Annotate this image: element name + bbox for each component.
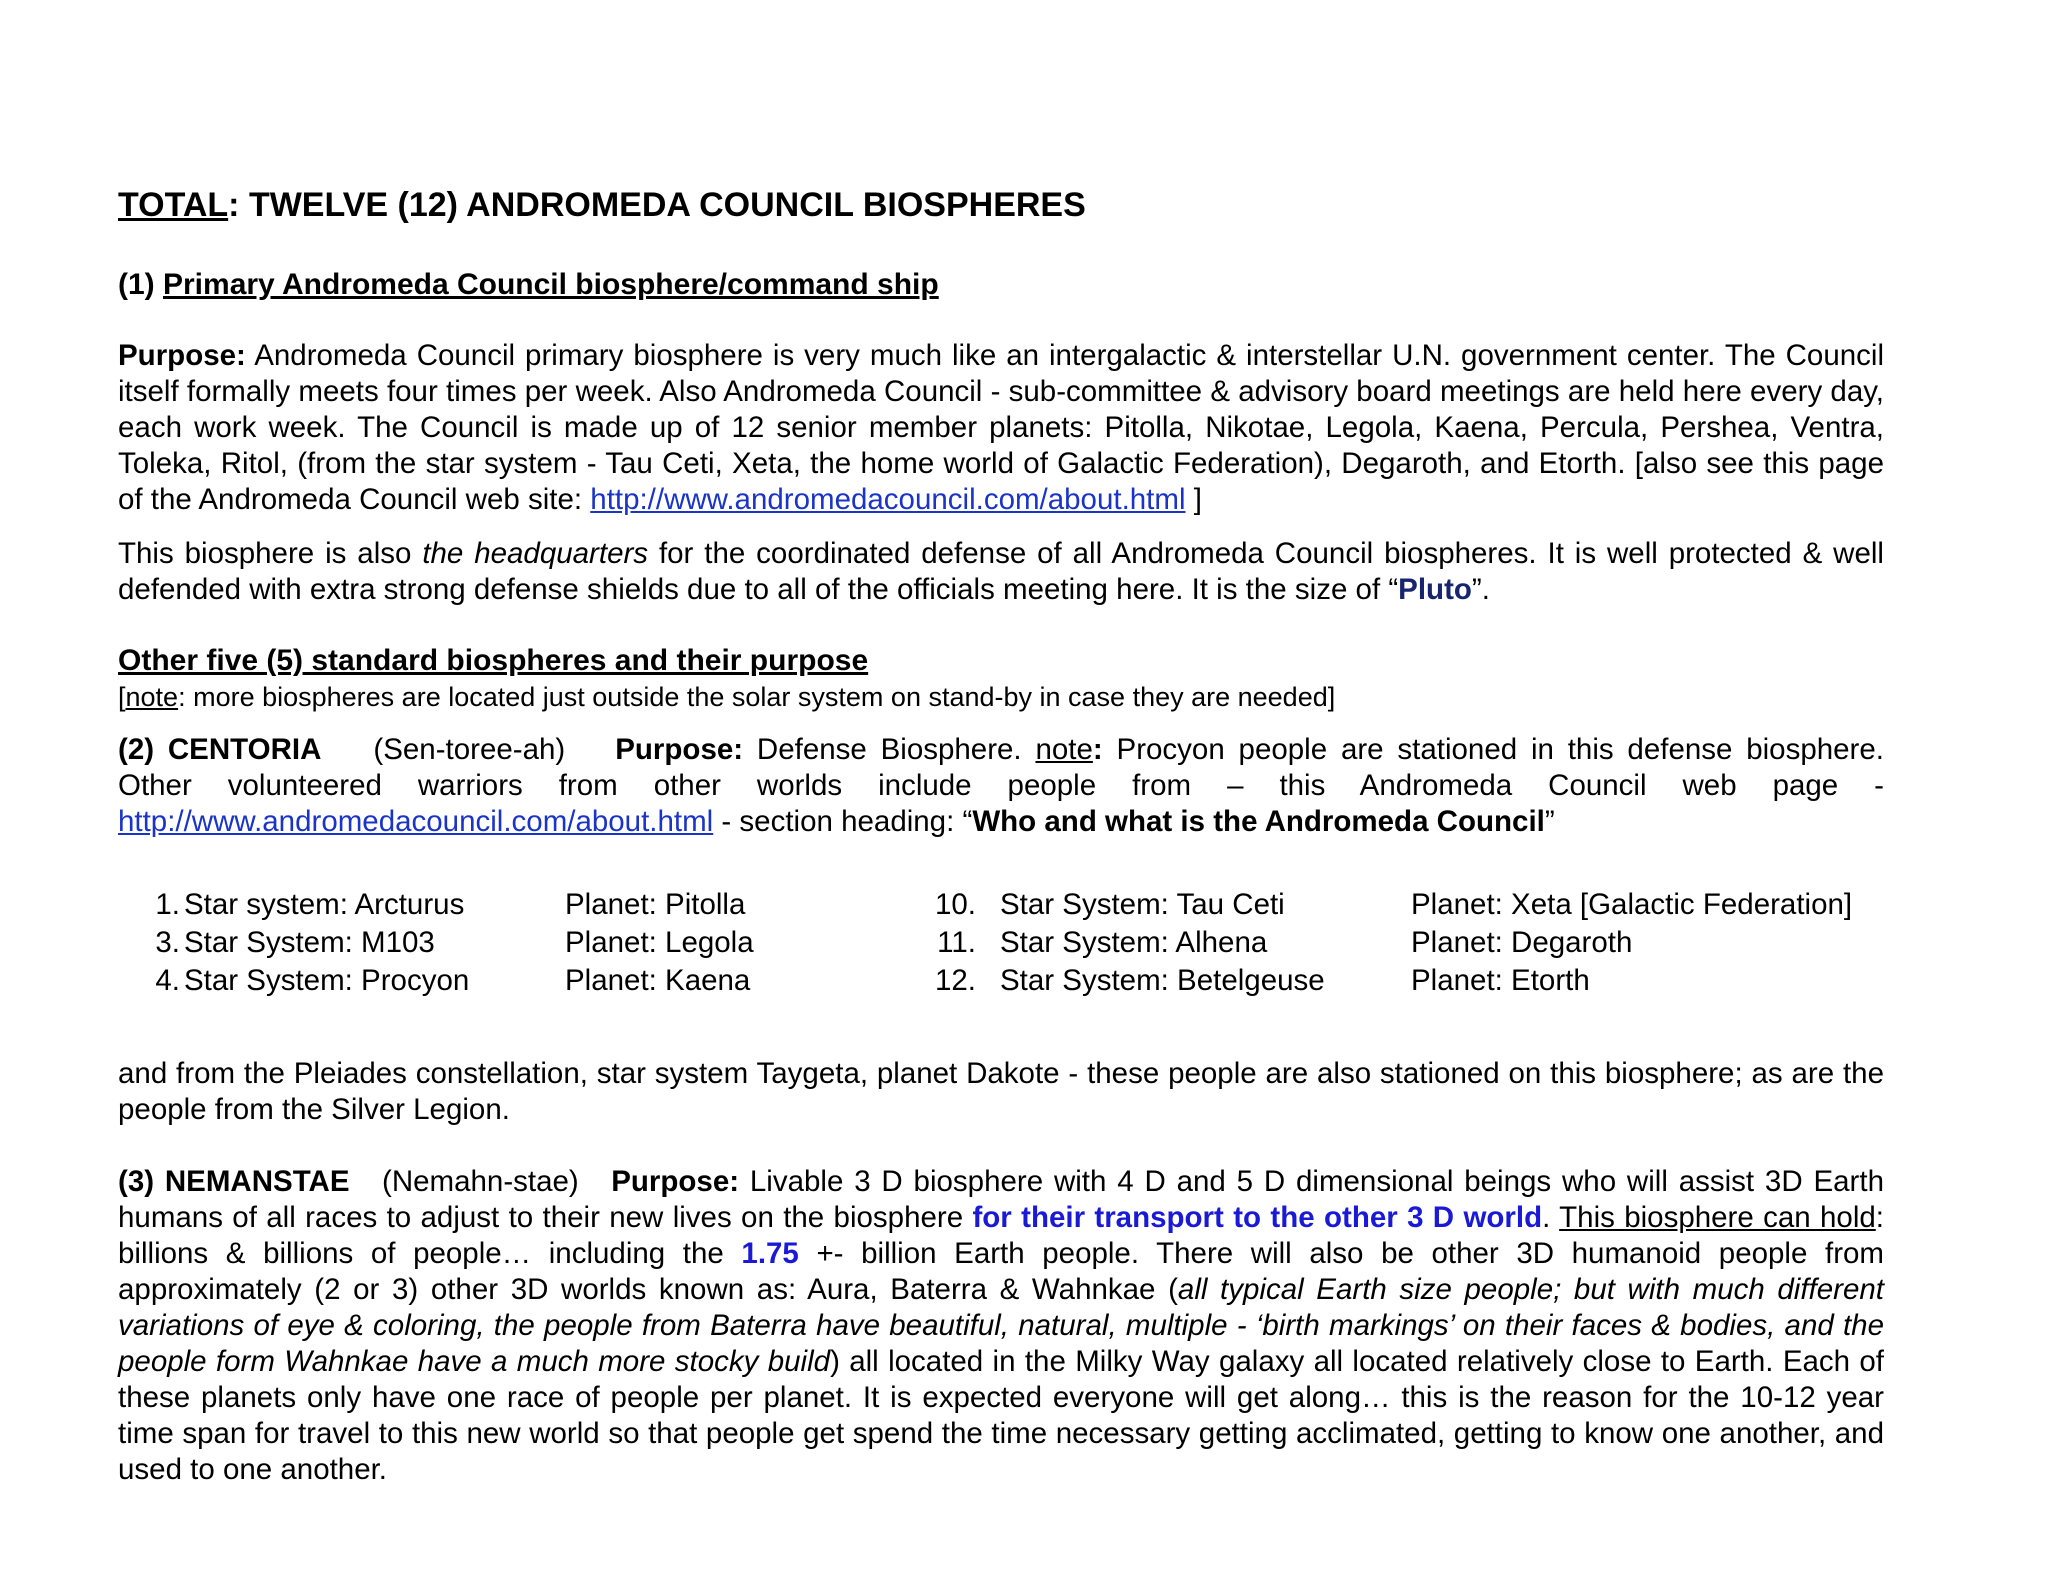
nemanstae-name: (3) NEMANSTAE bbox=[118, 1165, 350, 1198]
list-number: 10. bbox=[934, 888, 976, 921]
purpose-text: Andromeda Council primary biosphere is very much like an intergalactic & interstellar U.N. government center. The Council itself formally meets four times per week. Also Andromeda Council - sub-committee & advisory board meetings are held here every day, each work week. The Council is made up of 12 senior member planets: Pitolla, Nikotae, Legola, Kaena, Percula, Pershea, Ventra, Toleka, Ritol, (from the star system - Tau Ceti, Xeta, the home world of Galactic Federation), Degaroth, and Etorth. [also see this page of the Andromeda Council web site: bbox=[118, 339, 1884, 516]
section-1-title: Primary Andromeda Council biosphere/command ship bbox=[163, 268, 939, 301]
note-bracket: [ bbox=[118, 682, 126, 712]
nemanstae-text-3: : billions & billions of people… including the bbox=[118, 1201, 1884, 1270]
planet: Planet: Degaroth bbox=[1411, 926, 1633, 959]
centoria-about-link[interactable]: http://www.andromedacouncil.com/about.html bbox=[118, 805, 714, 838]
headquarters-paragraph bbox=[118, 536, 1884, 608]
list-number: 4. bbox=[155, 964, 180, 997]
centoria-paragraph bbox=[118, 732, 1884, 840]
note-label: note bbox=[125, 682, 179, 712]
section-2-heading bbox=[118, 644, 868, 678]
list-number: 12. bbox=[934, 964, 976, 997]
section-1-heading bbox=[118, 268, 939, 302]
planet: Planet: Legola bbox=[565, 926, 754, 959]
nemanstae-text-2: . bbox=[1542, 1201, 1560, 1234]
star-system: Star System: Procyon bbox=[184, 964, 470, 997]
section-1-number: (1) bbox=[118, 268, 163, 301]
centoria-note-colon: : bbox=[1092, 733, 1103, 766]
purpose-label: Purpose: bbox=[118, 339, 246, 372]
centoria-purpose-label: Purpose: bbox=[615, 733, 744, 766]
title-text: : TWELVE (12) ANDROMEDA COUNCIL BIOSPHERES bbox=[228, 186, 1086, 224]
list-item bbox=[118, 964, 1948, 1002]
star-system: Star System: Tau Ceti bbox=[1000, 888, 1285, 921]
population-number: 1.75 bbox=[741, 1237, 799, 1270]
centoria-purpose-text: Defense Biosphere. bbox=[743, 733, 1036, 766]
centoria-section-heading: Who and what is the Andromeda Council bbox=[972, 805, 1545, 838]
planet: Planet: Etorth bbox=[1411, 964, 1590, 997]
about-page-link[interactable]: http://www.andromedacouncil.com/about.html bbox=[590, 483, 1186, 516]
centoria-close-quote: ” bbox=[1544, 805, 1555, 838]
transport-highlight: for their transport to the other 3 D world bbox=[972, 1201, 1543, 1234]
centoria-after-link: - section heading: “ bbox=[713, 805, 973, 838]
hq-italic: the headquarters bbox=[422, 537, 649, 570]
planet: Planet: Xeta [Galactic Federation] bbox=[1411, 888, 1853, 921]
nemanstae-paragraph bbox=[118, 1164, 1884, 1488]
pleiades-paragraph: and from the Pleiades constellation, star system Taygeta, planet Dakote - these people are also stationed on this biosphere; as are the people from the Silver Legion. bbox=[118, 1057, 1884, 1126]
nemanstae-pronunciation: (Nemahn-stae) bbox=[349, 1165, 612, 1198]
centoria-note-label: note bbox=[1035, 733, 1093, 766]
list-number: 11. bbox=[937, 926, 976, 959]
nemanstae-text-4: +- billion Earth people. There will also be other 3D humanoid people from approximately (2 or 3) other 3D worlds known as: Aura, Baterra & Wahnkae ( bbox=[118, 1237, 1885, 1306]
list-number: 1. bbox=[155, 888, 180, 921]
star-system: Star System: M103 bbox=[184, 926, 435, 959]
centoria-text: Procyon people are stationed in this defense biosphere. Other volunteered warriors from other worlds include people from – this Andromeda Council web page - bbox=[118, 733, 1884, 802]
nemanstae-purpose-label: Purpose: bbox=[611, 1165, 740, 1198]
purpose-tail: ] bbox=[1185, 483, 1202, 516]
planet: Planet: Pitolla bbox=[565, 888, 746, 921]
hq-text-2: for the coordinated defense of all Andromeda Council biospheres. It is well protected & well defended with extra strong defense shields due to all of the officials meeting here. It is the size of “ bbox=[118, 537, 1884, 606]
section-2-title: Other five (5) standard biospheres and their purpose bbox=[118, 644, 869, 677]
nemanstae-italic: all typical Earth size people; but with much different variations of eye & coloring, the people from Baterra have beautiful, natural, multiple - ‘birth markings’ on their faces & bodies, and the people form Wahnkae have a much more stocky build bbox=[118, 1273, 1884, 1378]
title-label: TOTAL bbox=[118, 186, 229, 224]
star-system: Star System: Betelgeuse bbox=[1000, 964, 1325, 997]
capacity-heading: This biosphere can hold bbox=[1559, 1201, 1876, 1234]
list-item bbox=[118, 926, 1948, 964]
list-number: 3. bbox=[155, 926, 180, 959]
nemanstae-text-5: ) all located in the Milky Way galaxy all located relatively close to Earth. Each of these planets only have one race of people per planet. It is expected everyone will get along… this is the reason for the 10-12 year time span for travel to this new world so that people get spend the time necessary getting acclimated, getting to know one another, and used to one another. bbox=[118, 1345, 1885, 1486]
star-system: Star system: Arcturus bbox=[184, 888, 465, 921]
star-system: Star System: Alhena bbox=[1000, 926, 1268, 959]
page-title bbox=[118, 186, 1086, 225]
purpose-paragraph bbox=[118, 338, 1884, 518]
note-text: : more biospheres are located just outside the solar system on stand-by in case they are needed] bbox=[178, 682, 1336, 712]
hq-text-3: ”. bbox=[1471, 573, 1490, 606]
planet: Planet: Kaena bbox=[565, 964, 751, 997]
pluto-text: Pluto bbox=[1398, 573, 1472, 606]
star-system-list bbox=[118, 888, 1948, 1002]
standby-note bbox=[118, 680, 1335, 714]
hq-text-1: This biosphere is also bbox=[118, 537, 423, 570]
centoria-pronunciation: (Sen-toree-ah) bbox=[373, 733, 566, 766]
centoria-name: (2) CENTORIA bbox=[118, 733, 322, 766]
list-item bbox=[118, 888, 1948, 926]
nemanstae-text-1: Livable 3 D biosphere with 4 D and 5 D dimensional beings who will assist 3D Earth humans of all races to adjust to their new lives on the biosphere bbox=[118, 1165, 1884, 1234]
